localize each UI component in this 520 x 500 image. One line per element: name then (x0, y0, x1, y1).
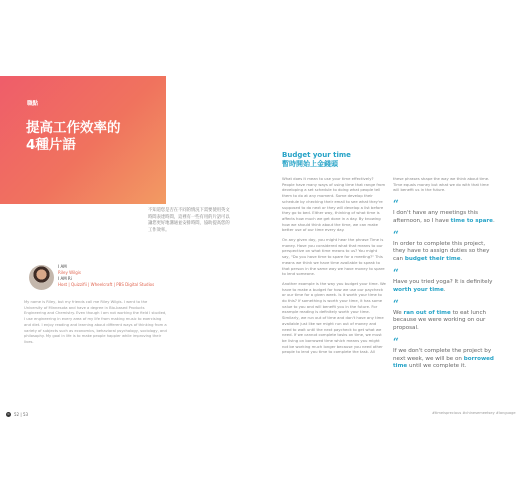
quote-mark-icon: “ (393, 298, 399, 310)
author-bio: My name is Riley, but my friends call me Riley Wilgis. I went to the University of Minnesota and have a degree in Bio-based Products Engineering and Chemistry. Even though I am not working the field I studied, I use engineering in every area of my life from making music to exercising and diet. I enjoy reading and learning about different ways of thinking from a variety of subjects such as economics, behavioral psychology, sociology, and philosophy. My goal in life is to make people happier while improving their lives. (24, 300, 167, 344)
article-title: 提高工作效率的 4種片語 (26, 120, 121, 153)
example-quote: “ Have you tried yoga? It is definitely worth your time. (393, 268, 493, 293)
body-column (282, 176, 386, 359)
section-tag: 職點 (27, 101, 39, 107)
quote-mark-icon: “ (393, 337, 399, 349)
quote-mark-icon: “ (393, 229, 399, 241)
author-intro-2: I AM Ri (58, 276, 72, 281)
page-number: 52 | 53 (14, 412, 29, 417)
examples-column (393, 176, 495, 380)
article-hero-banner (0, 76, 166, 204)
body-paragraph: What does it mean to use your time effectively? People have many ways of using time that range from developing a set schedule to doing what people tell them to do at any moment. Some develop their schedule by checking their email to see what they're supposed to do next or they will develop a list before they go to bed. Either way, thinking of what time is affects how much we get done in a day. By knowing how we should think about the time, we can make better use of our time every day. (282, 176, 386, 233)
body-paragraph: On any given day, you might hear the phrase Time is money. Have you considered what that means to our perspective on what time means to us? You might say, "Do you have time to spare for a meeting?" This means we think we have time available to speak to that person in the same way we have money to spare to lend someone. (282, 237, 385, 277)
author-avatar (29, 265, 54, 290)
section-heading: Budget your time 暫時開始上金錢頭 (282, 151, 351, 168)
author-intro: I AM (58, 264, 67, 269)
quote-mark-icon: “ (393, 268, 399, 280)
example-quote: “ If we don't complete the project by next week, we will be on borrowed time until we complete it. (393, 337, 494, 369)
intro-paragraph: 不知道您是否在不同的情況下需要使用英文時間表達時間，這裡有一些有用的片語可以讓您更好地溝通並安排時間，協助提高您的工作效率。 (148, 208, 230, 233)
author-roles: Host | Quizzifii | Wheelcraft | PBS Digital Studios (58, 282, 155, 287)
body-paragraph: Another example is the way you budget your time. We have to make a budget for how we use our paycheck or our time for a given week. Is it worth your time to do this? If something is worth your time, it has some value to you and will benefit you in the future. For example reading is definitely worth your time. Similarly, we run out of time and don't have any time available just like we might run out of money and need to wait until the next paycheck to get what we need. If we cannot complete tasks on time, we must be living on borrowed time which means you might not be working much longer because you need other people to lend you time to complete the task. All (282, 280, 386, 355)
page-footer (6, 412, 28, 417)
author-info (58, 264, 154, 288)
footer-hashtags: #timeisprecious #chinesemeetsey #language (432, 411, 516, 415)
logo-icon: C (7, 412, 10, 416)
example-quote: “ I don't have any meetings this afternoon, so I have time to spare. (393, 199, 495, 224)
example-quote: “ In order to complete this project, they have to assign duties so they can budget their time. (393, 229, 490, 262)
body-paragraph: these phrases shape the way we think about time. Time equals money but what we do with that time will benefit us in the future. (393, 176, 490, 193)
example-quote: “ We ran out of time to eat lunch because we were working on our proposal. (393, 298, 487, 331)
author-name: Riley Wilgis (58, 270, 81, 275)
quote-mark-icon: “ (393, 199, 399, 211)
